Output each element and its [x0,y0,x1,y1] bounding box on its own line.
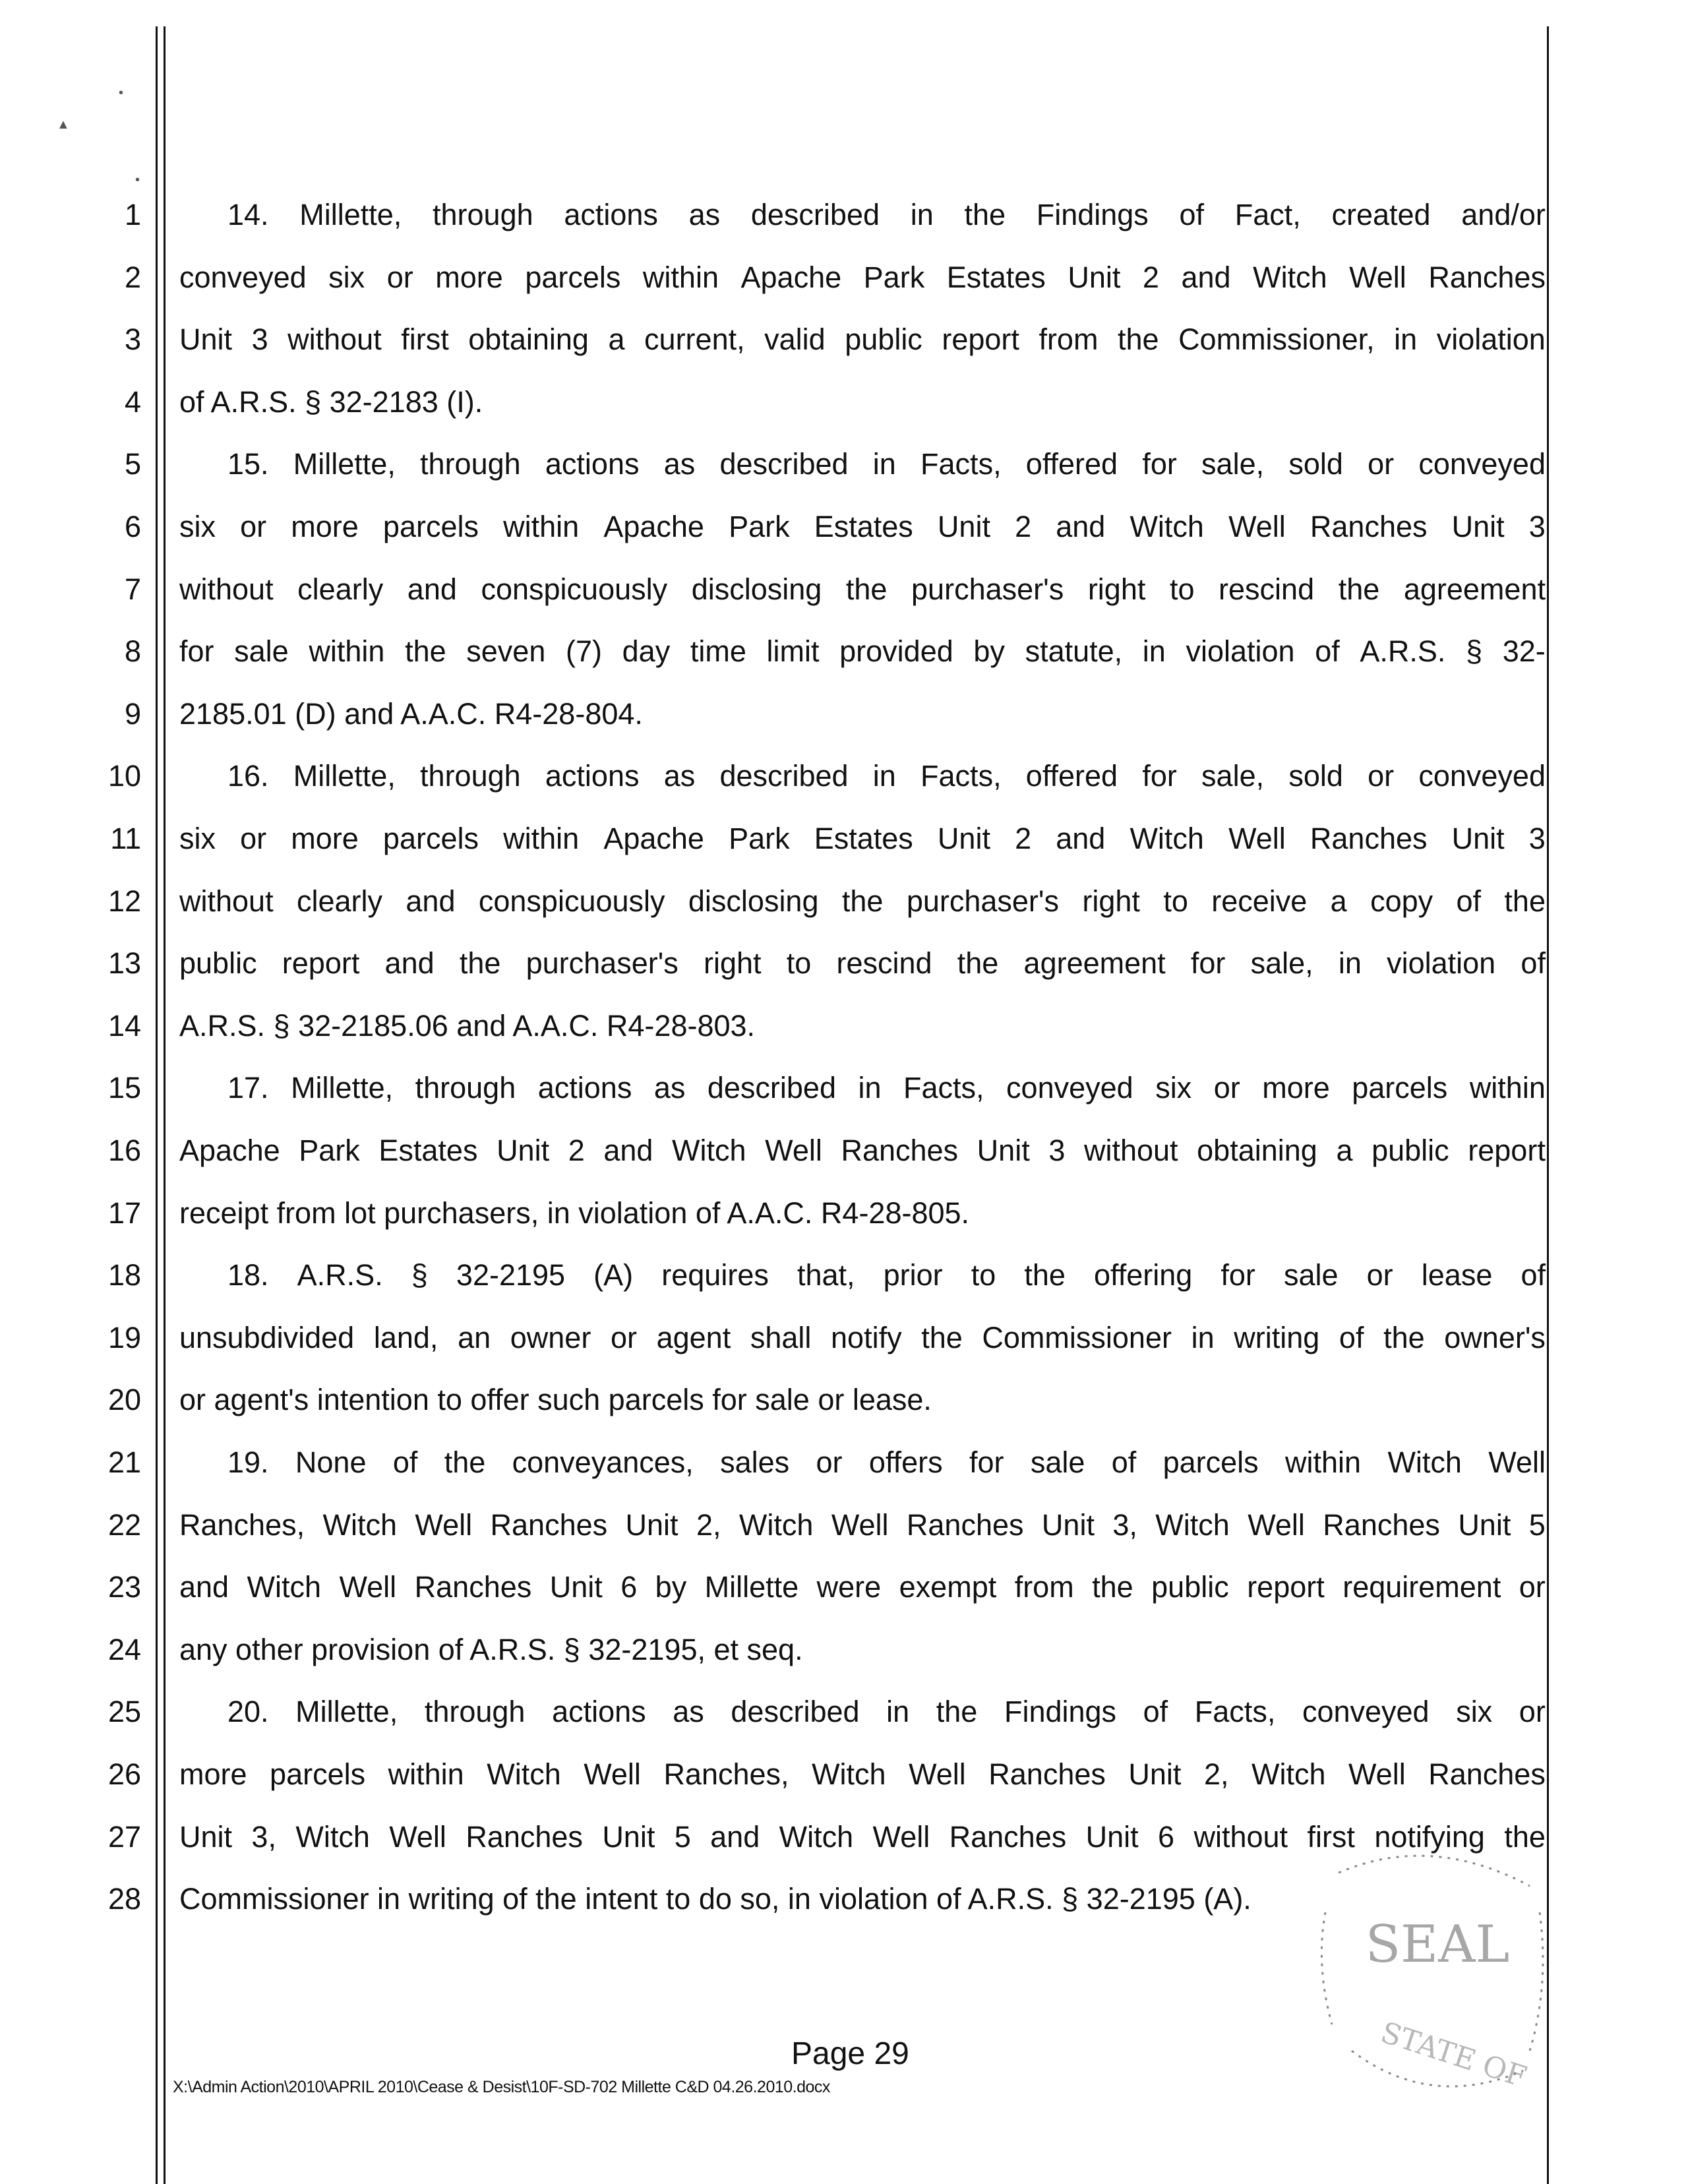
pleading-line: 18. A.R.S. § 32-2195 (A) requires that, prior to the offering for sale or lease of [227,1258,1546,1292]
pleading-line: without clearly and conspicuously disclosing the purchaser's right to rescind the agreement [179,572,1546,606]
line-number: 20 [107,1383,141,1417]
pleading-line: Apache Park Estates Unit 2 and Witch Well Ranches Unit 3 without obtaining a public report [179,1134,1546,1167]
line-number: 19 [107,1320,141,1354]
line-number: 4 [124,384,141,419]
file-path: X:\Admin Action\2010\APRIL 2010\Cease & Desist\10F-SD-702 Millette C&D 04.26.2010.docx [173,2078,830,2096]
line-number: 6 [124,510,141,543]
pleading-line: 2185.01 (D) and A.A.C. R4-28-804. [179,696,643,731]
page-number: Page 29 [791,2036,909,2071]
pleading-line: unsubdivided land, an owner or agent shall notify the Commissioner in writing of the owner's [179,1320,1546,1354]
pleading-line: public report and the purchaser's right to rescind the agreement for sale, in violation of [179,946,1546,981]
line-number: 16 [107,1134,141,1167]
line-number: 21 [107,1445,141,1479]
line-number: 2 [124,260,141,294]
line-number: 23 [107,1570,141,1604]
scan-speck: • [119,86,124,100]
pleading-line: Unit 3 without first obtaining a current, valid public report from the Commissioner, in violation [179,322,1546,357]
line-number: 28 [107,1882,141,1916]
line-number: 8 [124,634,141,669]
line-number: 18 [107,1258,141,1292]
pleading-line: for sale within the seven (7) day time limit provided by statute, in violation of A.R.S. § 32- [179,634,1546,669]
line-number: 25 [107,1695,141,1729]
line-number: 22 [107,1507,141,1542]
scan-speck: • [135,173,140,187]
pleading-line: six or more parcels within Apache Park Estates Unit 2 and Witch Well Ranches Unit 3 [179,822,1546,855]
pleading-line: A.R.S. § 32-2185.06 and A.A.C. R4-28-803. [179,1008,756,1043]
line-number: 5 [124,447,141,481]
pleading-line: 19. None of the conveyances, sales or offers for sale of parcels within Witch Well [227,1445,1546,1479]
line-number: 27 [107,1819,141,1854]
pleading-line: 15. Millette, through actions as described in Facts, offered for sale, sold or conveyed [227,447,1546,481]
seal-arc-text: STATE OF [1376,2015,1531,2094]
pleading-line: 14. Millette, through actions as described in the Findings of Fact, created and/or [227,198,1546,231]
pleading-line: and Witch Well Ranches Unit 6 by Millette were exempt from the public report requirement or [179,1570,1546,1604]
left-margin-rule-outer [156,26,158,2184]
pleading-line: without clearly and conspicuously disclosing the purchaser's right to receive a copy of the [179,884,1546,918]
line-number: 24 [107,1632,141,1666]
line-number: 13 [107,946,141,981]
pleading-line: six or more parcels within Apache Park Estates Unit 2 and Witch Well Ranches Unit 3 [179,510,1546,543]
line-number: 1 [124,198,141,231]
pleading-line: Ranches, Witch Well Ranches Unit 2, Witch Well Ranches Unit 3, Witch Well Ranches Unit 5 [179,1507,1546,1542]
pleading-line: 17. Millette, through actions as described in Facts, conveyed six or more parcels within [227,1071,1546,1105]
line-number: 11 [110,822,141,855]
seal-text: SEAL [1365,1915,1510,1974]
pleading-line: or agent's intention to offer such parcels for sale or lease. [179,1383,932,1417]
line-number: 14 [107,1008,141,1043]
pleading-line: more parcels within Witch Well Ranches, Witch Well Ranches Unit 2, Witch Well Ranches [179,1757,1546,1791]
pleading-line: Unit 3, Witch Well Ranches Unit 5 and Witch Well Ranches Unit 6 without first notifying the [179,1819,1546,1854]
line-number: 3 [124,322,141,357]
pleading-line: of A.R.S. § 32-2183 (I). [179,384,483,419]
pleading-line: receipt from lot purchasers, in violation of A.A.C. R4-28-805. [179,1196,970,1230]
line-number: 10 [107,759,141,793]
line-number: 7 [124,572,141,606]
line-number: 9 [124,696,141,731]
pleading-line: any other provision of A.R.S. § 32-2195, et seq. [179,1632,803,1666]
pleading-line: 20. Millette, through actions as described in the Findings of Facts, conveyed six or [227,1695,1546,1729]
left-margin-rule-inner [164,26,166,2184]
line-number: 12 [107,884,141,918]
line-number: 17 [107,1196,141,1230]
pleading-line: 16. Millette, through actions as described in Facts, offered for sale, sold or conveyed [227,759,1546,793]
scan-speck: ▲ [57,117,70,132]
line-number: 15 [107,1071,141,1105]
pleading-line: Commissioner in writing of the intent to do so, in violation of A.R.S. § 32-2195 (A). [179,1882,1251,1916]
state-seal [1312,1833,1550,2110]
pleading-line: conveyed six or more parcels within Apache Park Estates Unit 2 and Witch Well Ranches [179,260,1546,294]
line-number: 26 [107,1757,141,1791]
